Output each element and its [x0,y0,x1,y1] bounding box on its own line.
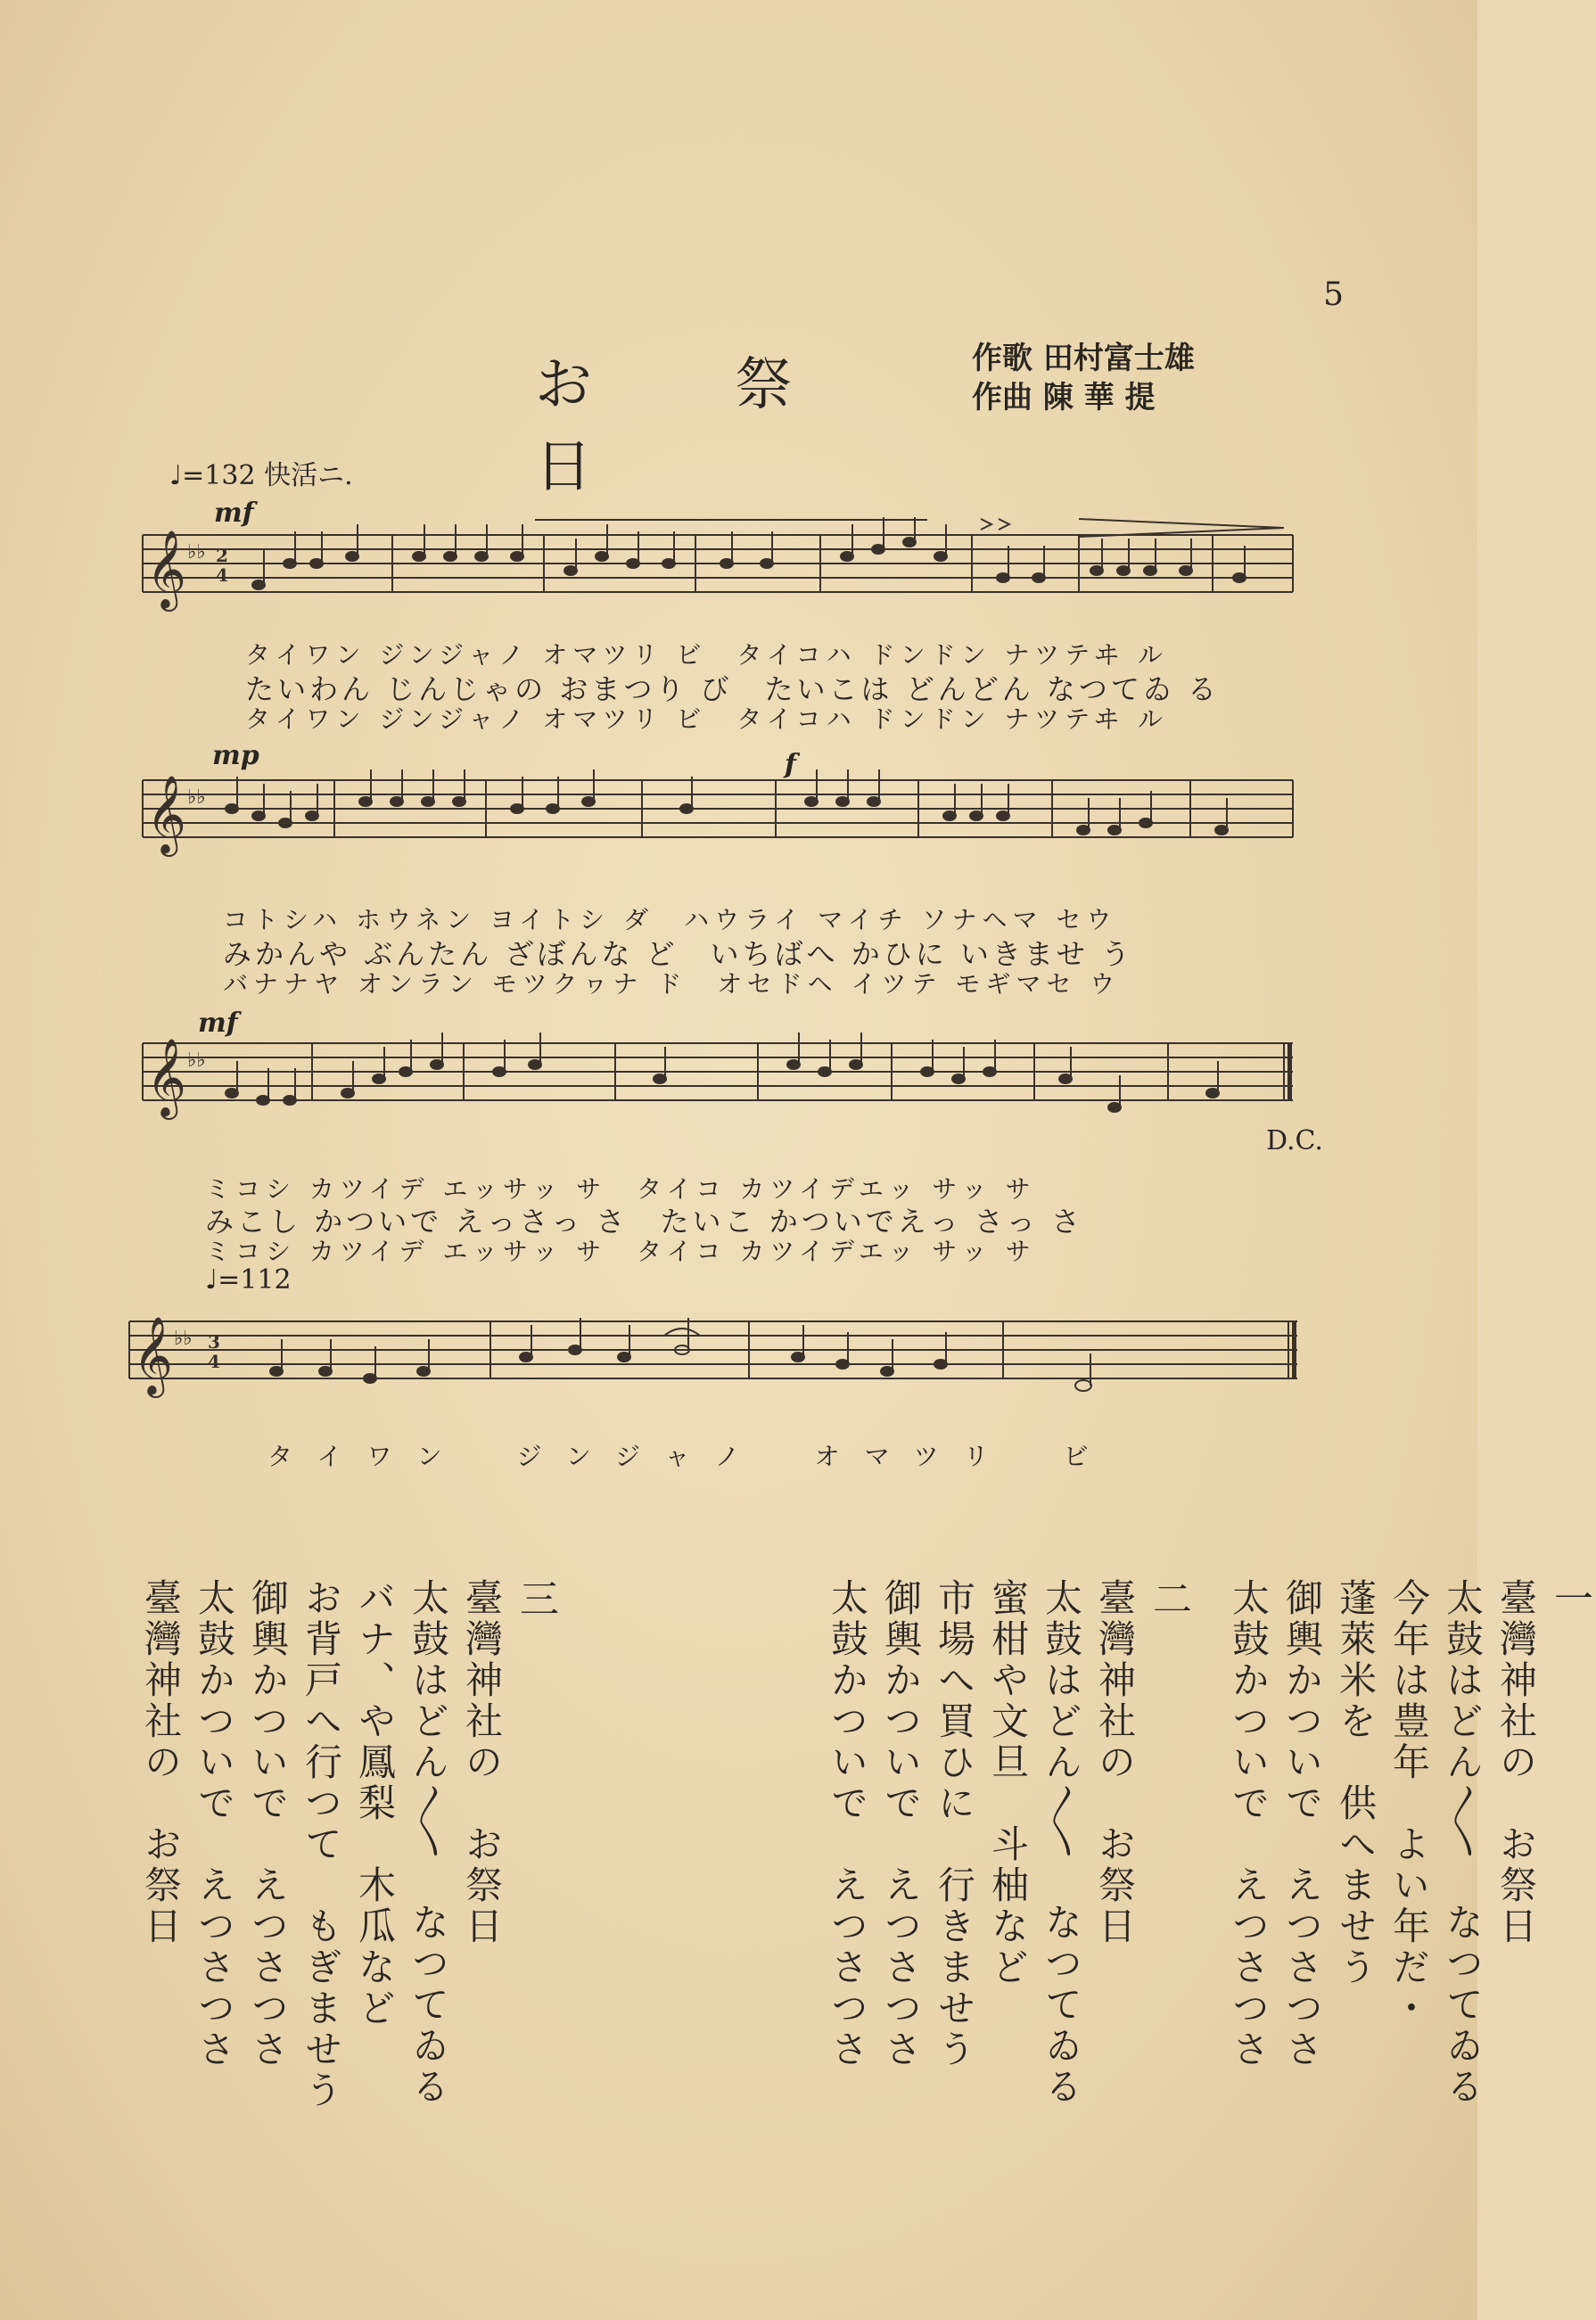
verse-1-line: 臺灣神社の お祭日 [1494,1578,1538,1947]
lyricist-credit: 作歌 田村富士雄 [972,341,1195,376]
lyric-row-1-hiragana: たいわん じんじゃの おまつり び たいこは どんどん なつてゐ る [245,672,1221,706]
svg-text:4: 4 [216,564,228,586]
verse-1-line: 今年は豊年 よい年だ・ [1387,1578,1431,2029]
verse-3-line: 臺灣神社の お祭日 [139,1578,183,1947]
dynamic-mp: mp [212,740,259,771]
verse-3-number: 三 [513,1578,558,1621]
verse-1-line: 太鼓かついで えつさつさ [1227,1578,1271,2070]
verse-2-line: 御輿かついで えつさつさ [879,1578,923,2070]
svg-text:2: 2 [216,545,228,566]
page-number: 5 [1323,276,1344,313]
lyric-row-3-katakana-a: ミコシ カツイデ エッサッ サ タイコ カツイデエッ サッ サ [205,1174,1036,1204]
music-staff-3 [134,1025,1302,1123]
svg-text:𝄞: 𝄞 [146,529,186,608]
verse-3-line: 太鼓かついで えつさつさ [193,1578,236,2070]
verse-2-line: 太鼓はどん〳〵 なつてゐる [1040,1578,1083,2108]
song-title: お 祭 日 [535,339,927,521]
verse-1-line: 御輿かついで えつさつさ [1280,1578,1324,2070]
music-staff-1 [134,517,1302,615]
verse-3-line: 太鼓はどん〳〵 なつてゐる [407,1578,450,2108]
verse-2-line: 臺灣神社の お祭日 [1093,1578,1137,1947]
svg-text:3: 3 [208,1331,220,1353]
svg-text:♭♭: ♭♭ [174,1328,193,1350]
lyric-row-2-katakana-a: コトシハ ホウネン ヨイトシ ダ ハウライ マイチ ソナヘマ セウ [223,905,1117,934]
verse-1-line: 太鼓はどん〳〵 なつてゐる [1441,1578,1485,2108]
verse-2-line: 市場へ買ひに 行きませう [933,1578,976,2070]
lyric-row-3-katakana-b: ミコシ カツイデ エッサッ サ タイコ カツイデエッ サッ サ [205,1237,1036,1266]
verse-2-line: 蜜柑や文旦 斗柚など [986,1578,1030,1988]
dynamic-f: f [785,749,796,780]
lyric-row-3-hiragana: みこし かついで えっさっ さ たいこ かついでえっ さっ さ [205,1205,1084,1238]
svg-text:♭♭: ♭♭ [187,541,206,564]
verse-2-number: 二 [1146,1578,1191,1621]
svg-text:𝄞: 𝄞 [133,1315,173,1394]
lyric-row-2-hiragana: みかんや ぶんたん ざぼんな ど いちばへ かひに いきませ う [223,937,1134,971]
verse-3-line: バナ、や鳳梨 木瓜など [353,1578,397,2029]
dynamic-mf-2: mf [198,1008,238,1039]
tempo-marking: ♩=132 快活ニ. [169,460,353,491]
verse-1-line: 蓬萊米を 供へませう [1334,1578,1378,1988]
svg-text:𝄞: 𝄞 [146,1037,186,1116]
verse-3-line: お背戸へ行つて もぎませう [300,1578,343,2111]
svg-text:♭♭: ♭♭ [187,1049,206,1072]
verse-3 [134,1578,562,2274]
credits [972,339,1195,417]
verse-3-line: 臺灣神社の お祭日 [460,1578,504,1947]
verse-2-line: 太鼓かついで えつさつさ [826,1578,869,2070]
music-staff-2 [134,762,1302,860]
dynamic-mf: mf [214,498,254,529]
tempo-marking-2: ♩=112 [205,1264,292,1296]
lyric-row-1-katakana-a: タイワン ジンジャノ オマツリ ビ タイコハ ドンドン ナツテヰ ル [245,640,1168,670]
lyric-row-4-katakana: タイワン ジンジャノ オマツリ ビ [267,1442,1114,1471]
verse-2 [820,1578,1195,2274]
svg-text:♭♭: ♭♭ [187,786,206,809]
music-staff-4 [120,1304,1306,1402]
lyric-row-1-katakana-b: タイワン ジンジャノ オマツリ ビ タイコハ ドンドン ナツテヰ ル [245,704,1168,734]
dc-marking: D.C. [1266,1125,1323,1156]
verse-1-number: 一 [1547,1578,1592,1621]
lyric-row-2-katakana-b: バナナヤ オンラン モツクヮナ ド オセドヘ イツテ モギマセ ウ [223,969,1121,999]
composer-credit: 作曲 陳 華 提 [972,380,1156,415]
verse-3-line: 御輿かついで えつさつさ [246,1578,290,2070]
svg-text:4: 4 [208,1351,220,1372]
verse-1 [1222,1578,1596,2274]
svg-text:𝄞: 𝄞 [146,774,186,853]
